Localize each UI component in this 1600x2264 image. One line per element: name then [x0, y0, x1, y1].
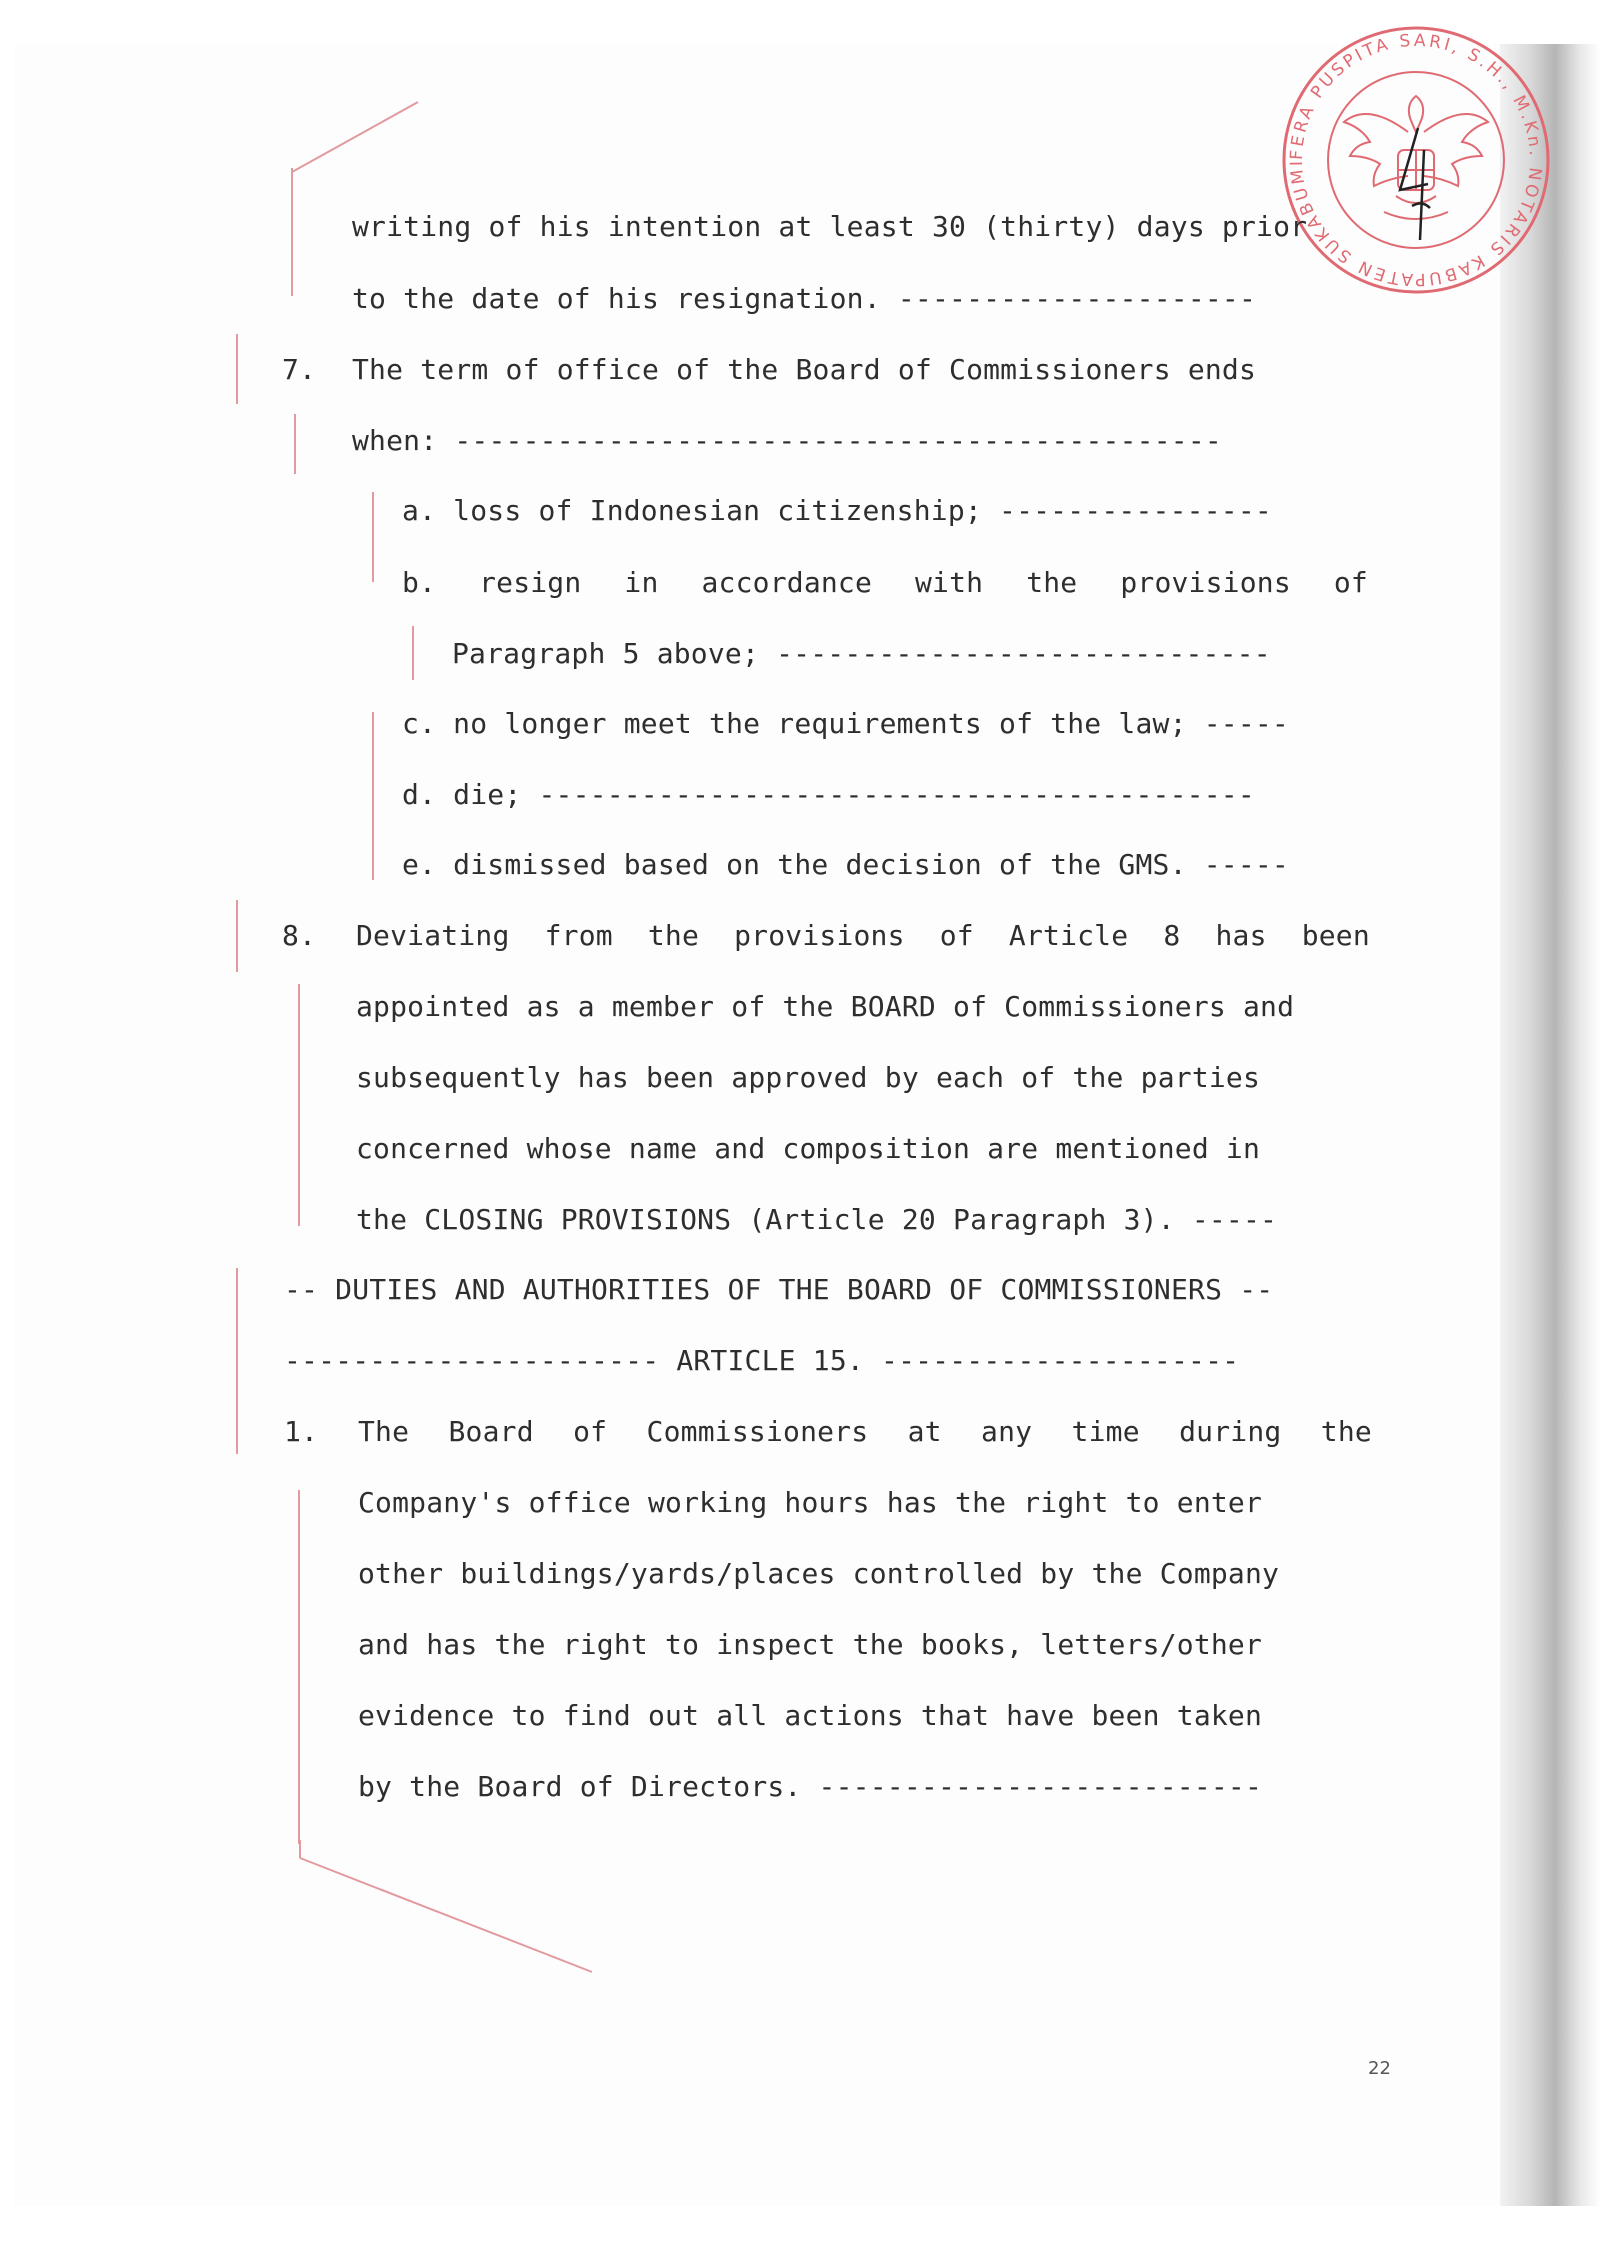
- text-line: other buildings/yards/places controlled by the Company: [358, 1557, 1280, 1590]
- word: accordance: [701, 566, 873, 599]
- word: been: [1301, 919, 1370, 952]
- paragraph-number: 1.: [284, 1415, 319, 1448]
- text-line: by the Board of Directors. --------------------------: [358, 1770, 1263, 1803]
- word: with: [915, 566, 984, 599]
- list-item: e. dismissed based on the decision of the GMS. -----: [402, 848, 1289, 881]
- word: provisions: [1120, 566, 1291, 599]
- paragraph-number: 8.: [282, 919, 317, 952]
- word: the: [1026, 566, 1078, 599]
- word: provisions: [734, 919, 905, 952]
- list-item: [402, 566, 1368, 600]
- list-item: d. die; ------------------------------------------: [402, 778, 1255, 811]
- word: resign: [479, 566, 582, 599]
- text-line: appointed as a member of the BOARD of Commissioners and: [356, 990, 1295, 1023]
- word: 8: [1163, 919, 1181, 952]
- word: time: [1071, 1415, 1140, 1448]
- word: during: [1179, 1415, 1282, 1448]
- text-line: concerned whose name and composition are mentioned in: [356, 1132, 1261, 1165]
- word: from: [544, 919, 613, 952]
- word: the: [647, 919, 700, 952]
- list-item: c. no longer meet the requirements of the law; -----: [402, 707, 1289, 740]
- text-line: evidence to find out all actions that have been taken: [358, 1699, 1263, 1732]
- stamp-text: FERA PUSPITA SARI, S.H., M.Kn. NOTARIS KABUPATEN SUKABUMI: [1286, 30, 1546, 290]
- word: at: [907, 1415, 942, 1448]
- word: Article: [1008, 919, 1129, 952]
- text-line: [358, 1415, 1372, 1449]
- page-number: 22: [1368, 2058, 1391, 2079]
- text-line: when: ---------------------------------------------: [352, 424, 1222, 457]
- word: b.: [402, 566, 437, 599]
- word: any: [981, 1415, 1033, 1448]
- text-line: Paragraph 5 above; -----------------------------: [452, 637, 1271, 670]
- text-line: the CLOSING PROVISIONS (Article 20 Paragraph 3). -----: [356, 1203, 1278, 1236]
- section-heading: -- DUTIES AND AUTHORITIES OF THE BOARD OF COMMISSIONERS --: [284, 1273, 1274, 1306]
- text-line: to the date of his resignation. ---------------------: [352, 282, 1257, 315]
- word: Board: [448, 1415, 534, 1448]
- word: of: [939, 919, 974, 952]
- word: of: [573, 1415, 608, 1448]
- word: of: [1333, 566, 1368, 599]
- word: Commissioners: [646, 1415, 869, 1448]
- text-line: [356, 919, 1370, 953]
- word: the: [1320, 1415, 1372, 1448]
- text-line: subsequently has been approved by each of the parties: [356, 1061, 1261, 1094]
- list-item: a. loss of Indonesian citizenship; ----------------: [402, 494, 1272, 527]
- word: in: [624, 566, 659, 599]
- word: The: [358, 1415, 410, 1448]
- article-heading: ---------------------- ARTICLE 15. ---------------------: [284, 1344, 1240, 1377]
- paragraph-number: 7.: [282, 353, 317, 386]
- word: Deviating: [356, 919, 510, 952]
- text-line: The term of office of the Board of Commissioners ends: [352, 353, 1257, 386]
- word: has: [1215, 919, 1267, 952]
- text-line: Company's office working hours has the right to enter: [358, 1486, 1263, 1519]
- text-line: and has the right to inspect the books, letters/other: [358, 1628, 1263, 1661]
- text-line: writing of his intention at least 30 (thirty) days prior: [352, 210, 1308, 243]
